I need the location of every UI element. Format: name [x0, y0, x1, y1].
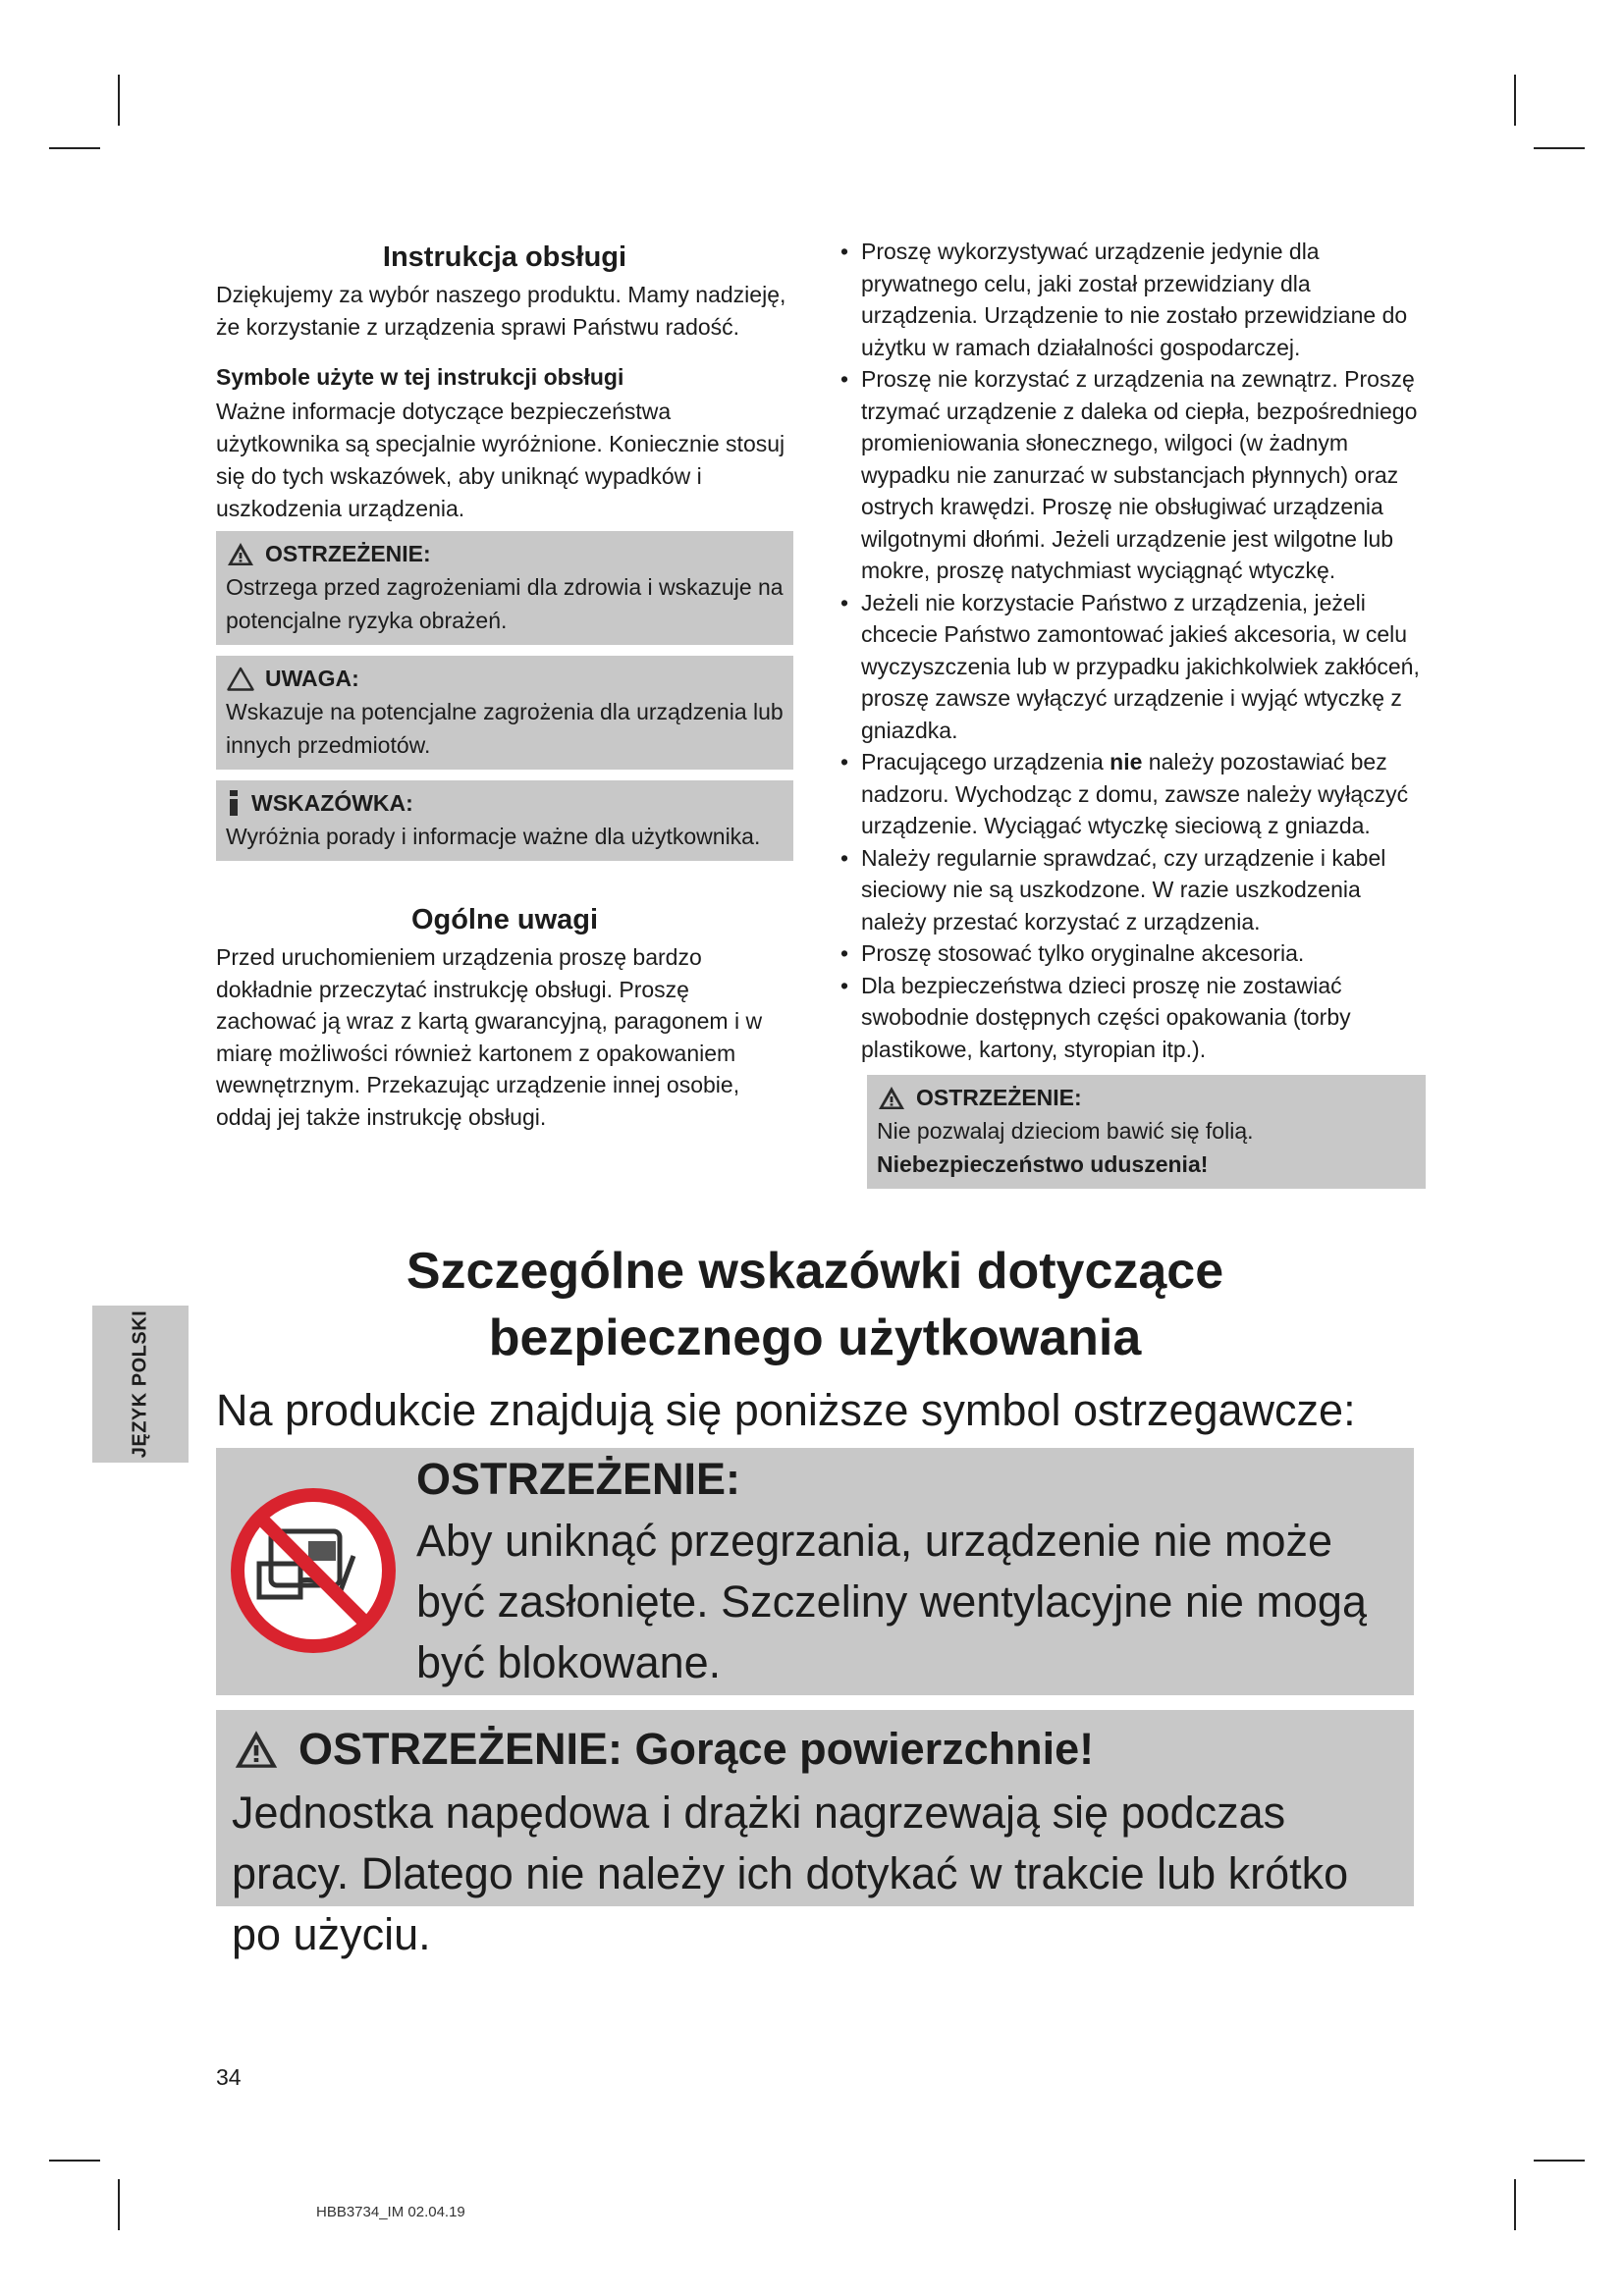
hint-note	[216, 780, 793, 861]
left-column	[216, 236, 793, 1133]
list-item-text: należy pozostawiać bez nadzoru. Wychodząc z domu, zawsze należy wyłączyć urządzenie. Wyciągać wtyczkę sieciową z gniazda.	[861, 749, 1409, 838]
safety-list	[837, 236, 1426, 1065]
language-tab	[92, 1306, 189, 1463]
cover-warning-text: Aby uniknąć przegrzania, urządzenie nie może być zasłonięte. Szczeliny wentylacyjne nie mogą być blokowane.	[416, 1516, 1367, 1687]
caution-note-title: UWAGA:	[265, 666, 359, 691]
crop-mark	[1514, 2179, 1516, 2230]
list-item: • Proszę stosować tylko oryginalne akcesoria.	[837, 937, 1426, 970]
warning-triangle-icon	[232, 1728, 281, 1771]
language-tab-label: JĘZYK POLSKI	[129, 1309, 151, 1459]
plastic-warning-text: Nie pozwalaj dzieciom bawić się folią.	[877, 1118, 1254, 1144]
caution-note-text: Wskazuje na potencjalne zagrożenia dla urządzenia lub innych przedmiotów.	[226, 699, 784, 758]
plastic-warning-body	[877, 1114, 1416, 1181]
warning-triangle-icon	[877, 1085, 906, 1111]
crop-mark	[1534, 2160, 1585, 2162]
list-item-text: Pracującego urządzenia	[861, 749, 1110, 774]
crop-mark	[1514, 75, 1516, 126]
cover-warning-title: OSTRZEŻENIE:	[416, 1454, 741, 1504]
general-text: Przed uruchomieniem urządzenia proszę bardzo dokładnie przeczytać instrukcję obsługi. Proszę zachować ją wraz z kartą gwarancyjną, paragonem i w miarę możliwości również kartonem z opakowaniem wewnętrznym. Przekazując urządzenie innej osobie, oddaj jej także instrukcję obsługi.	[216, 944, 763, 1130]
hint-note-text: Wyróżnia porady i informacje ważne dla użytkownika.	[226, 824, 761, 849]
plastic-warning-bold: Niebezpieczeństwo uduszenia!	[877, 1151, 1209, 1177]
footer-code: HBB3734_IM 02.04.19	[316, 2204, 465, 2220]
crop-mark	[118, 75, 120, 126]
symbols-heading: Symbole użyte w tej instrukcji obsługi	[216, 364, 624, 390]
plastic-warning-note	[867, 1075, 1426, 1189]
cover-warning-box	[216, 1448, 1414, 1695]
hint-note-title: WSKAZÓWKA:	[251, 790, 413, 816]
intro-text: Dziękujemy za wybór naszego produktu. Mamy nadzieję, że korzystanie z urządzenia sprawi Państwu radość.	[216, 282, 786, 340]
crop-mark	[1534, 147, 1585, 149]
emphasis: nie	[1110, 749, 1143, 774]
special-title-line2: bezpiecznego użytkowania	[488, 1309, 1142, 1366]
caution-note	[216, 656, 793, 770]
special-title-line1: Szczególne wskazówki dotyczące	[406, 1243, 1224, 1300]
hot-surface-warning-box	[216, 1710, 1414, 1959]
hot-warning-text: Jednostka napędowa i drążki nagrzewają się podczas pracy. Dlatego nie należy ich dotykać w trakcie lub krótko po użyciu.	[232, 1788, 1349, 1959]
list-item: • Proszę nie korzystać z urządzenia na zewnątrz. Proszę trzymać urządzenie z daleka od ciepła, bezpośredniego promieniowania słonecznego, wilgoci (w żadnym wypadku nie zanurzać w substancjach płynnych) oraz ostrych krawędzi. Proszę nie obsługiwać urządzenia wilgotnymi dłońmi. Jeżeli urządzenie jest wilgotne lub mokre, proszę natychmiast wyciągnąć wtyczkę.	[837, 363, 1426, 587]
info-icon	[226, 790, 242, 816]
general-title: Ogólne uwagi	[410, 904, 599, 935]
do-not-cover-icon	[230, 1487, 397, 1654]
warning-note-text: Ostrzega przed zagrożeniami dla zdrowia i wskazuje na potencjalne ryzyka obrażeń.	[226, 574, 784, 633]
crop-mark	[118, 2179, 120, 2230]
warning-note-title: OSTRZEŻENIE:	[265, 541, 431, 566]
special-lead: Na produkcie znajdują się poniższe symbol ostrzegawcze:	[216, 1385, 1356, 1435]
symbols-text: Ważne informacje dotyczące bezpieczeństwa użytkownika są specjalnie wyróżnione. Koniecznie stosuj się do tych wskazówek, aby uniknąć wypadków i uszkodzenia urządzenia.	[216, 399, 785, 521]
page-number: 34	[216, 2064, 242, 2090]
plastic-warning-title: OSTRZEŻENIE:	[916, 1085, 1082, 1110]
list-item: • Należy regularnie sprawdzać, czy urządzenie i kabel sieciowy nie są uszkodzone. W razie uszkodzenia należy przestać korzystać z urządzenia.	[837, 842, 1426, 938]
crop-mark	[49, 2160, 100, 2162]
list-item: • Dla bezpieczeństwa dzieci proszę nie zostawiać swobodnie dostępnych części opakowania (torby plastikowe, kartony, styropian itp.).	[837, 970, 1426, 1066]
crop-mark	[49, 147, 100, 149]
list-item: • Jeżeli nie korzystacie Państwo z urządzenia, jeżeli chcecie Państwo zamontować jakieś akcesoria, w celu wyczyszczenia lub w przypadku jakichkolwiek zakłóceń, proszę zawsze wyłączyć urządzenie i wyjąć wtyczkę z gniazdka.	[837, 587, 1426, 747]
list-item: • Proszę wykorzystywać urządzenie jedynie dla prywatnego celu, jaki został przewidziany dla urządzenia. Urządzenie to nie zostało przewidziane do użytku w ramach działalności gospodarczej.	[837, 236, 1426, 363]
hot-warning-title: OSTRZEŻENIE: Gorące powierzchnie!	[298, 1724, 1095, 1774]
list-item	[837, 746, 1426, 842]
warning-note	[216, 531, 793, 645]
instructions-title: Instrukcja obsługi	[382, 241, 627, 273]
warning-triangle-icon	[226, 541, 255, 567]
caution-triangle-icon	[226, 666, 255, 692]
right-column	[837, 236, 1426, 1189]
